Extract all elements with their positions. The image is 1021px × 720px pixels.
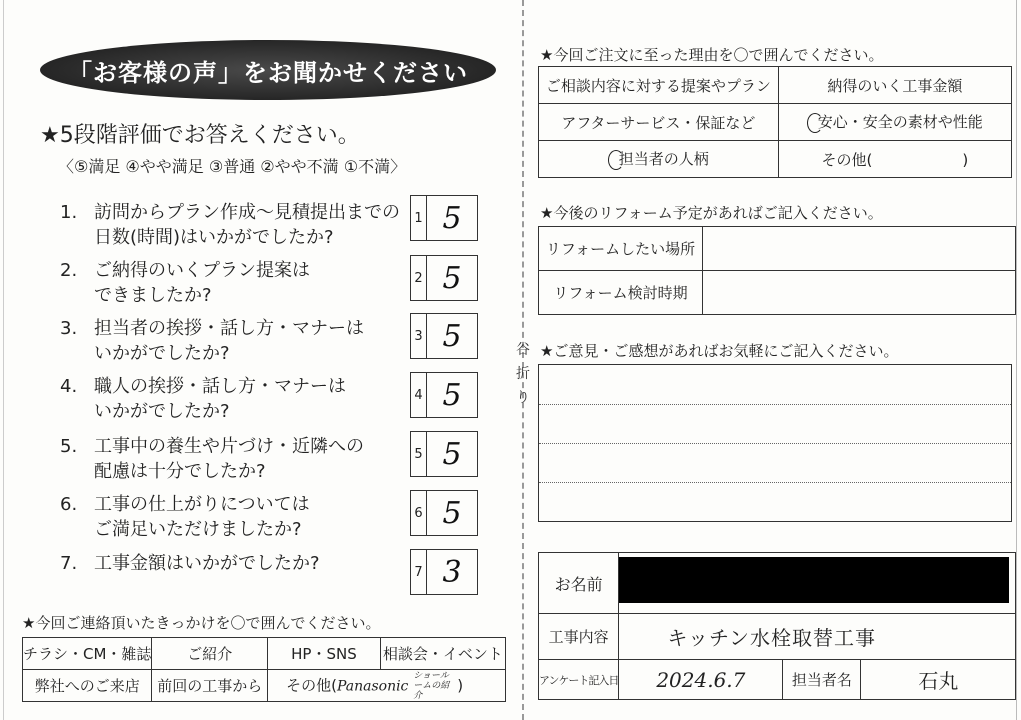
question-text-line2: 配慮は十分でしたか? bbox=[94, 461, 266, 482]
score-index: 5 bbox=[411, 432, 427, 476]
question-text-line1: 職人の挨拶・話し方・マナーは bbox=[94, 376, 346, 397]
order-reason-table bbox=[538, 66, 1012, 178]
order-reason-option-selected[interactable] bbox=[539, 141, 779, 178]
name-redaction bbox=[619, 557, 1009, 603]
fold-label-char: 谷 bbox=[516, 342, 530, 358]
question-2 bbox=[60, 258, 310, 308]
question-text-line2: ご満足いただけましたか? bbox=[94, 519, 302, 540]
writing-line bbox=[539, 404, 1011, 405]
contact-reason-heading: ★今回ご連絡頂いたきっかけを〇で囲んでください。 bbox=[22, 614, 381, 632]
score-value: 5 bbox=[442, 260, 462, 296]
question-text-line1: 工事金額はいかがでしたか? bbox=[94, 553, 320, 574]
order-reason-option[interactable]: アフターサービス・保証など bbox=[539, 104, 779, 141]
contact-option[interactable]: 相談会・イベント bbox=[380, 638, 505, 670]
staff-label: 担当者名 bbox=[783, 660, 861, 700]
fold-label bbox=[514, 338, 532, 410]
question-text-line1: 工事中の養生や片づけ・近隣への bbox=[94, 436, 364, 457]
score-box-2[interactable] bbox=[410, 255, 478, 301]
customer-info-table bbox=[538, 552, 1016, 700]
work-label: 工事内容 bbox=[539, 614, 619, 660]
score-index: 1 bbox=[411, 196, 427, 240]
question-text-line2: 日数(時間)はいかがでしたか? bbox=[94, 227, 334, 248]
score-value: 5 bbox=[442, 495, 462, 531]
future-reform-table bbox=[538, 226, 1016, 315]
score-index: 3 bbox=[411, 314, 427, 358]
order-reason-option-selected[interactable] bbox=[778, 104, 1011, 141]
order-reason-label: 安心・安全の素材や性能 bbox=[817, 113, 983, 132]
other-label: その他( bbox=[286, 676, 337, 694]
question-text-line2: できましたか? bbox=[94, 285, 212, 306]
question-text-line1: 訪問からプラン作成〜見積提出までの bbox=[94, 202, 400, 223]
score-index: 4 bbox=[411, 373, 427, 417]
page-edge-left bbox=[3, 0, 4, 720]
fold-label-char: 折 bbox=[516, 366, 530, 382]
order-reason-option[interactable]: 納得のいく工事金額 bbox=[778, 67, 1011, 104]
contact-option-other[interactable] bbox=[268, 670, 506, 702]
rating-scale-legend: 〈⑤満足 ④やや満足 ③普通 ②やや不満 ①不満〉 bbox=[58, 157, 407, 176]
score-value: 5 bbox=[442, 200, 462, 236]
score-box-5[interactable] bbox=[410, 431, 478, 477]
contact-option[interactable]: HP・SNS bbox=[268, 638, 381, 670]
question-text-line1: 担当者の挨拶・話し方・マナーは bbox=[94, 318, 364, 339]
name-field[interactable] bbox=[619, 553, 1016, 614]
other-handwritten-brand: Panasonic bbox=[336, 678, 409, 694]
question-6 bbox=[60, 492, 310, 542]
question-text-line1: 工事の仕上がりについては bbox=[94, 494, 310, 515]
other-handwritten-note: ショールームの紹介 bbox=[413, 670, 450, 701]
question-4 bbox=[60, 374, 346, 424]
contact-option[interactable]: ご紹介 bbox=[152, 638, 268, 670]
score-value: 5 bbox=[442, 436, 462, 472]
question-number: 4. bbox=[60, 376, 78, 397]
score-index: 2 bbox=[411, 256, 427, 300]
score-box-3[interactable] bbox=[410, 313, 478, 359]
question-number: 5. bbox=[60, 436, 78, 457]
score-value: 3 bbox=[442, 554, 462, 590]
question-5 bbox=[60, 434, 364, 484]
other-close-paren: ) bbox=[457, 676, 464, 694]
rating-heading: ★5段階評価でお答えください。 bbox=[40, 123, 360, 148]
score-index: 6 bbox=[411, 491, 427, 535]
fold-label-char: り bbox=[516, 390, 530, 406]
work-value: キッチン水栓取替工事 bbox=[619, 614, 1016, 660]
date-label: アンケート記入日 bbox=[539, 660, 619, 700]
order-reason-label: 担当者の人柄 bbox=[618, 150, 709, 169]
contact-option[interactable]: 弊社へのご来店 bbox=[23, 670, 152, 702]
score-value: 5 bbox=[442, 318, 462, 354]
opinion-heading: ★ご意見・ご感想があればお気軽にご記入ください。 bbox=[540, 342, 899, 360]
writing-line bbox=[539, 443, 1011, 444]
question-text-line1: ご納得のいくプラン提案は bbox=[94, 260, 310, 281]
future-reform-label: リフォームしたい場所 bbox=[539, 227, 703, 271]
order-reason-heading: ★今回ご注文に至った理由を〇で囲んでください。 bbox=[540, 46, 884, 64]
question-3 bbox=[60, 316, 364, 366]
survey-title-banner bbox=[40, 40, 496, 100]
question-number: 3. bbox=[60, 318, 78, 339]
score-value: 5 bbox=[442, 377, 462, 413]
question-text-line2: いかがでしたか? bbox=[94, 401, 230, 422]
question-number: 2. bbox=[60, 260, 78, 281]
contact-option[interactable]: 前回の工事から bbox=[152, 670, 268, 702]
question-7 bbox=[60, 551, 320, 576]
score-box-1[interactable] bbox=[410, 195, 478, 241]
date-value: 2024.6.7 bbox=[619, 660, 783, 700]
name-label: お名前 bbox=[539, 553, 619, 614]
contact-option[interactable]: チラシ・CM・雑誌 bbox=[23, 638, 152, 670]
order-reason-option[interactable]: ご相談内容に対する提案やプラン bbox=[539, 67, 779, 104]
writing-line bbox=[539, 482, 1011, 483]
future-reform-timing-field[interactable] bbox=[702, 271, 1015, 315]
contact-reason-table bbox=[22, 637, 506, 702]
score-box-6[interactable] bbox=[410, 490, 478, 536]
survey-title: 「お客様の声」をお聞かせください bbox=[68, 58, 468, 87]
score-box-7[interactable] bbox=[410, 549, 478, 595]
score-index: 7 bbox=[411, 550, 427, 594]
order-reason-option[interactable]: その他( ) bbox=[778, 141, 1011, 178]
question-1 bbox=[60, 200, 400, 250]
opinion-field[interactable] bbox=[538, 364, 1012, 522]
future-reform-place-field[interactable] bbox=[702, 227, 1015, 271]
question-number: 7. bbox=[60, 553, 78, 574]
score-box-4[interactable] bbox=[410, 372, 478, 418]
question-number: 6. bbox=[60, 494, 78, 515]
question-text-line2: いかがでしたか? bbox=[94, 343, 230, 364]
question-number: 1. bbox=[60, 202, 78, 223]
future-reform-heading: ★今後のリフォーム予定があればご記入ください。 bbox=[540, 204, 883, 222]
future-reform-label: リフォーム検討時期 bbox=[539, 271, 703, 315]
staff-value: 石丸 bbox=[861, 660, 1016, 700]
